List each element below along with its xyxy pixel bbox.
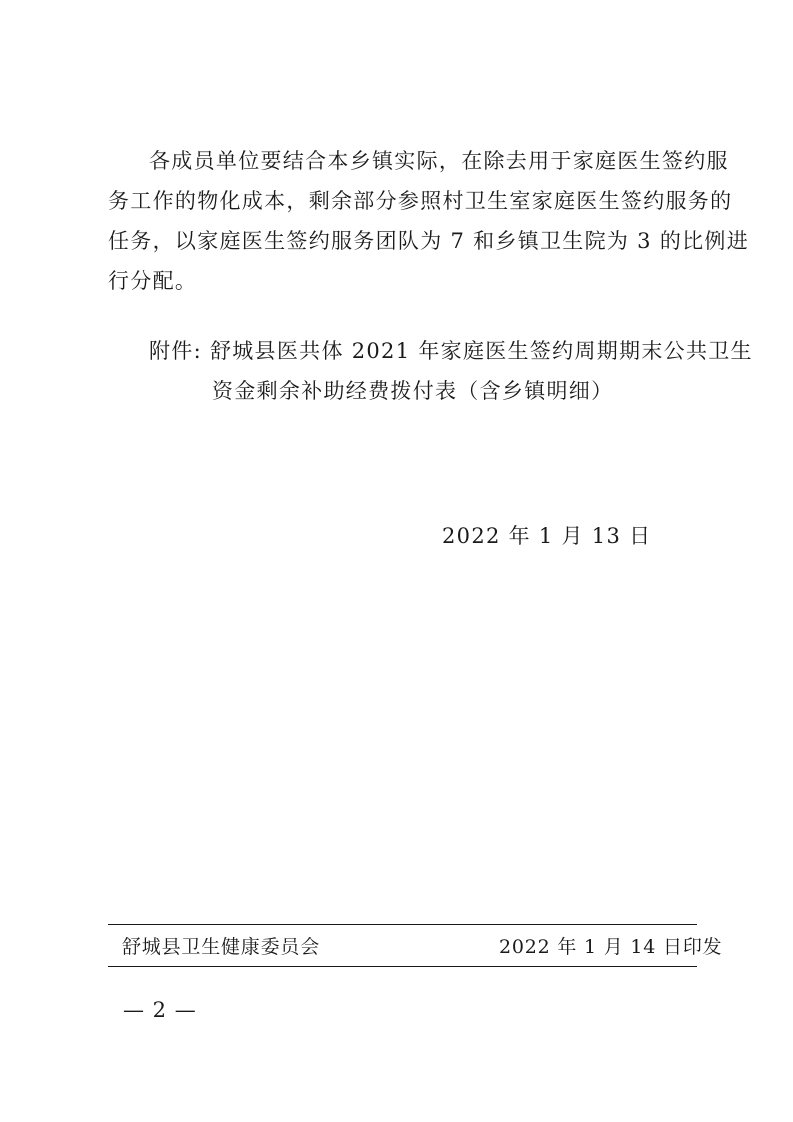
attachment-line: 附件: 舒城县医共体 2021 年家庭医生签约周期期末公共卫生 xyxy=(149,339,753,363)
footer-issue-date: 2022 年 1 月 14 日印发 xyxy=(499,936,723,958)
footer-issuer: 舒城县卫生健康委员会 xyxy=(122,936,321,958)
paragraph-line: 任务，以家庭医生签约服务团队为 7 和乡镇卫生院为 3 的比例进 xyxy=(108,229,750,253)
paragraph-line: 各成员单位要结合本乡镇实际，在除去用于家庭医生签约服 xyxy=(149,149,729,173)
signature-date: 2022 年 1 月 13 日 xyxy=(442,524,652,548)
paragraph-line: 务工作的物化成本，剩余部分参照村卫生室家庭医生签约服务的 xyxy=(108,189,733,213)
paragraph-line: 行分配。 xyxy=(108,269,198,293)
attachment-line: 资金剩余补助经费拨付表（含乡镇明细） xyxy=(212,379,614,403)
footer-top-rule xyxy=(108,924,697,925)
page-number: — 2 — xyxy=(123,998,197,1022)
footer-bottom-rule xyxy=(108,966,697,967)
